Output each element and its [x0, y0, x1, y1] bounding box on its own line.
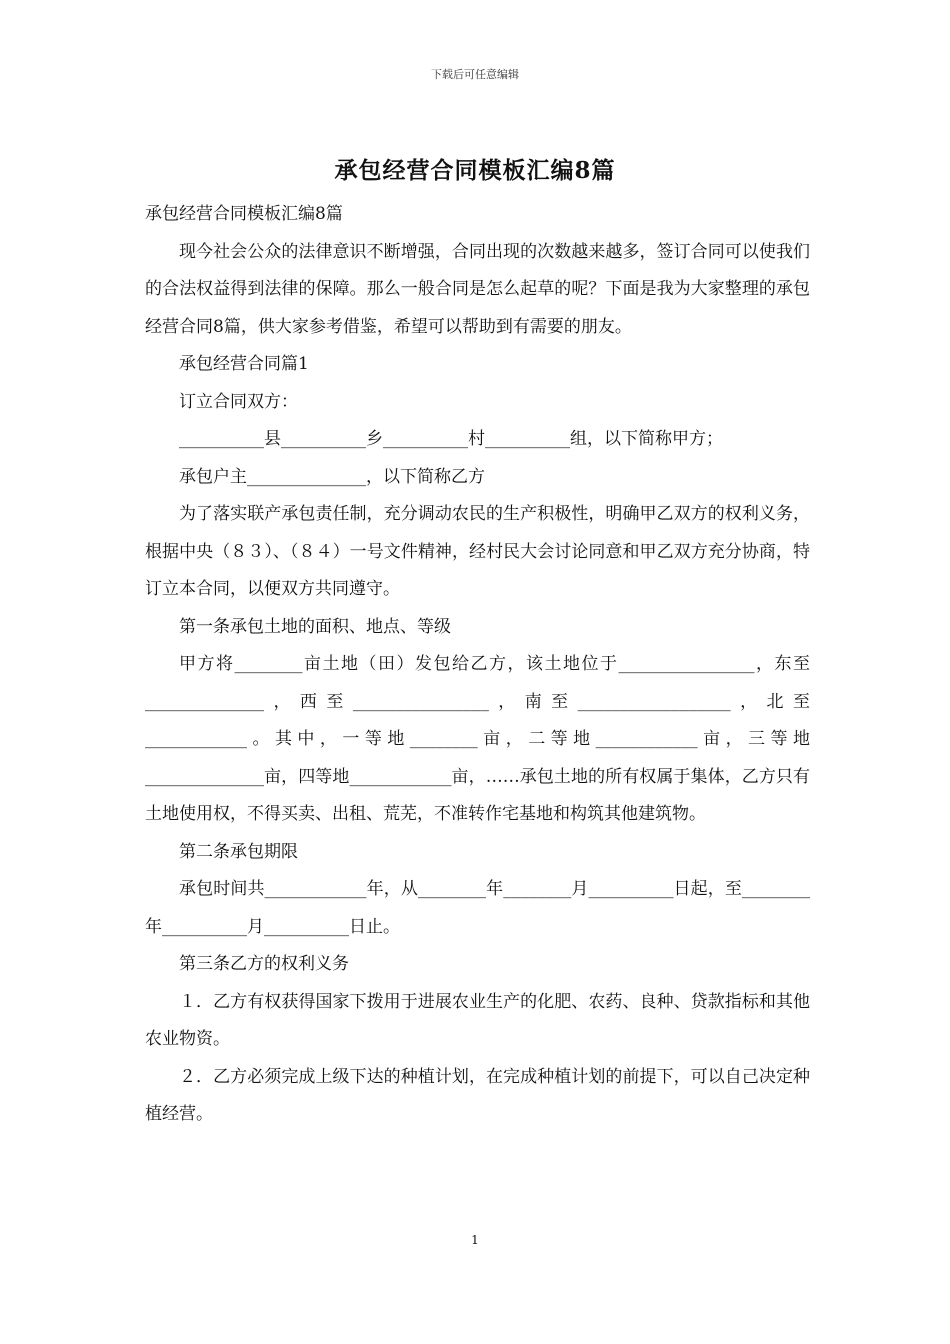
article-1-body: 甲方将________亩土地（田）发包给乙方，该土地位于________________，东至______________，西至________________，南至__________________，北至____________。其中，一等地________亩，二等地____________亩，三等地______________亩，四等地____________亩，……承包土地的所有权属于集体，乙方只有土地使用权，不得买卖、出租、荒芜，不准转作宅基地和构筑其他建筑物。: [145, 654, 810, 824]
article-2-body: 承包时间共____________年，从________年________月__________日起，至________年__________月__________日止。: [145, 879, 810, 937]
contract-heading: 承包经营合同篇1: [179, 354, 309, 374]
article-2-heading: 第二条承包期限: [179, 841, 298, 862]
article-3-item-1: １．乙方有权获得国家下拨用于进展农业生产的化肥、农药、良种、贷款指标和其他农业物资。: [145, 991, 810, 1049]
document-body: [145, 196, 810, 1134]
article-3-heading: 第三条乙方的权利义务: [179, 954, 349, 974]
header-note: 下载后可任意编辑: [431, 68, 519, 81]
parties-label: 订立合同双方：: [179, 391, 298, 412]
article-3-item-2: ２．乙方必须完成上级下达的种植计划，在完成种植计划的前提下，可以自己决定种植经营。: [145, 1066, 810, 1124]
party-a-line: __________县__________乡__________村__________组，以下简称甲方；: [179, 429, 723, 449]
subtitle-paragraph: 承包经营合同模板汇编8篇: [145, 204, 343, 224]
page-number: 1: [471, 1233, 479, 1247]
document-title: 承包经营合同模板汇编8篇: [334, 157, 616, 184]
intro-paragraph: 现今社会公众的法律意识不断增强，合同出现的次数越来越多，签订合同可以使我们的合法权益得到法律的保障。那么一般合同是怎么起草的呢？下面是我为大家整理的承包经营合同8篇，供大家参考借鉴，希望可以帮助到有需要的朋友。: [145, 241, 810, 337]
article-1-heading: 第一条承包土地的面积、地点、等级: [179, 616, 451, 637]
purpose-paragraph: 为了落实联产承包责任制，充分调动农民的生产积极性，明确甲乙双方的权利义务，根据中央（８３）、（８４）一号文件精神，经村民大会讨论同意和甲乙双方充分协商，特订立本合同，以便双方共同遵守。: [145, 504, 810, 599]
party-b-line: 承包户主______________，以下简称乙方: [179, 466, 485, 487]
